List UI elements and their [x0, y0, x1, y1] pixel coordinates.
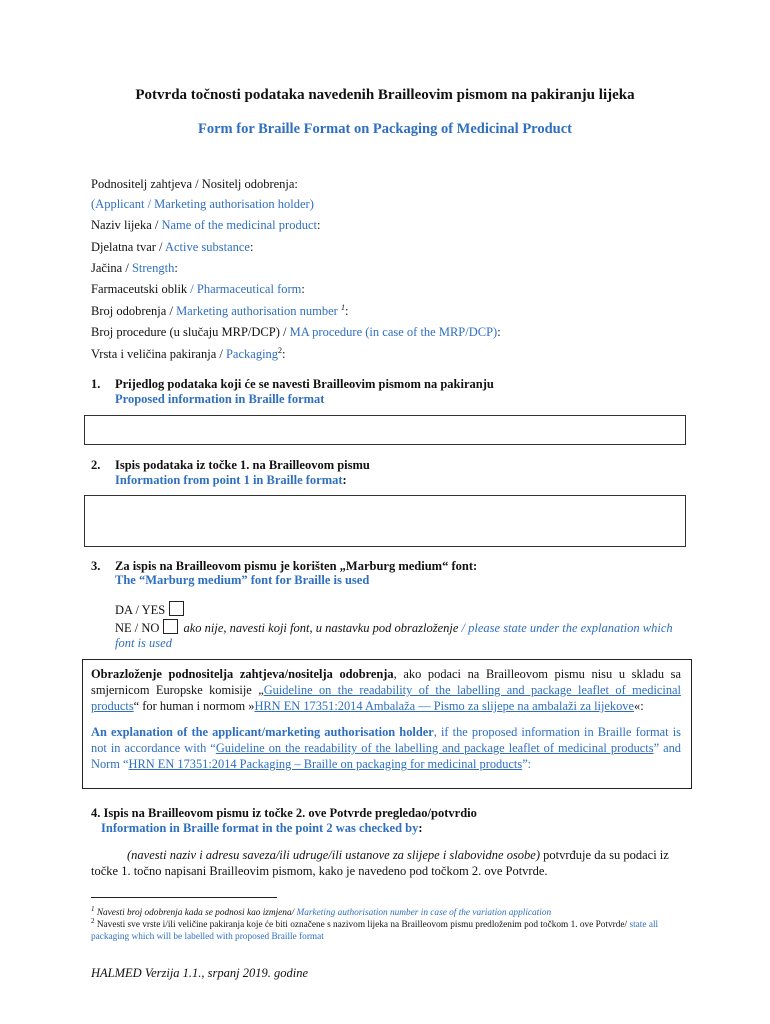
field-label-hr: Broj procedure (u slučaju MRP/DCP) / — [91, 325, 290, 339]
explanation-hr — [91, 666, 681, 714]
explanation-en-text: ”: — [522, 757, 532, 771]
braille-proposal-input[interactable] — [84, 415, 686, 445]
field-medicinal-product — [91, 218, 320, 233]
explanation-en-text: ” and Norm “ — [91, 741, 681, 771]
field-colon: : — [249, 240, 254, 254]
section-colon: : — [342, 473, 347, 487]
section-4-body-italic: (navesti naziv i adresu saveza/ili udruge/ili ustanove za slijepe i slabovidne osobe) — [127, 848, 541, 862]
section-title-hr: Prijedlog podataka koji će se navesti Brailleovim pismom na pakiranju — [115, 377, 494, 391]
footnote-number: 1 — [91, 905, 95, 913]
field-label-hr: Farmaceutski oblik — [91, 282, 191, 296]
explanation-hr-text: «: — [634, 699, 644, 713]
no-instruction-en: / please state under the explanation which font is used — [115, 621, 673, 650]
norm-link-en[interactable]: HRN EN 17351:2014 Packaging – Braille on packaging for medicinal products — [128, 757, 523, 771]
guideline-link-en[interactable]: Guideline on the readability of the labelling and package leaflet of medicinal products — [215, 741, 654, 755]
field-label-en: Marketing authorisation number — [176, 304, 341, 319]
footnote-text-hr: Navesti broj odobrenja kada se podnosi kao izmjena/ — [94, 908, 297, 919]
section-2-heading — [91, 458, 370, 473]
section-colon: : — [418, 821, 423, 835]
document-footer: HALMED Verzija 1.1., srpanj 2019. godine — [91, 966, 309, 980]
section-1-heading — [91, 377, 494, 392]
field-applicant-label: Podnositelj zahtjeva / Nositelj odobrenja: — [91, 177, 298, 191]
section-number: 2. — [91, 458, 101, 472]
field-authorisation-number — [91, 303, 348, 319]
explanation-en — [91, 724, 681, 772]
field-applicant-label-en: (Applicant / Marketing authorisation holder) — [91, 197, 314, 211]
field-label-en: / Pharmaceutical form — [190, 282, 302, 296]
document-title: Potvrda točnosti podataka navedenih Brailleovim pismom na pakiranju lijeka — [135, 87, 635, 103]
footnote-ref-2: 2 — [278, 346, 283, 355]
section-title-hr: Ispis podataka iz točke 1. na Brailleovom pismu — [115, 458, 370, 472]
field-active-substance — [91, 240, 253, 255]
explanation-hr-text: , ako podaci na Brailleovom pismu nisu u skladu sa smjernicom Europske komisije „ — [91, 667, 681, 697]
section-4-body — [91, 847, 685, 879]
section-4-body-text: potvrđuje da su podaci iz točke 1. točno napisani Brailleovim pismom, kako je navedeno pod točkom 2. ove Potvrde. — [91, 848, 669, 878]
footnote-text-en: Marketing authorisation number in case of the variation application — [296, 908, 552, 919]
braille-print-input[interactable] — [84, 495, 686, 547]
field-label-hr: Broj odobrenja / — [91, 304, 177, 319]
footnote-text-en: state all packaging which will be labelled with proposed Braille format — [91, 920, 659, 943]
section-3-heading — [91, 559, 477, 574]
footnote-divider — [91, 897, 277, 898]
footnote-number: 2 — [91, 917, 95, 925]
yes-option — [115, 601, 184, 618]
field-procedure-number — [91, 325, 501, 340]
field-label-hr: Jačina / — [91, 261, 132, 275]
field-label-en: Name of the medicinal product — [161, 218, 317, 232]
field-colon: : — [497, 325, 501, 339]
guideline-link-hr[interactable]: Guideline on the readability of the labelling and package leaflet of medicinal products — [91, 683, 681, 713]
explanation-en-heading: An explanation of the applicant/marketing authorisation holder — [91, 725, 434, 739]
section-4-heading: 4. Ispis na Brailleovom pismu iz točke 2. ove Potvrde pregledao/potvrdio — [91, 806, 477, 820]
footnote-2 — [91, 915, 685, 943]
field-colon: : — [316, 218, 321, 232]
explanation-box[interactable] — [82, 659, 692, 789]
field-pharmaceutical-form — [91, 282, 305, 297]
section-title-hr: Za ispis na Brailleovom pismu je korišten „Marburg medium“ font: — [115, 559, 478, 573]
field-colon: : — [174, 261, 178, 275]
field-label-en: Active substance — [164, 240, 250, 254]
section-2-subheading — [115, 473, 347, 488]
field-packaging — [91, 346, 286, 362]
section-4-subheading — [101, 821, 423, 836]
section-number: 1. — [91, 377, 101, 391]
explanation-hr-heading: Obrazloženje podnositelja zahtjeva/nositelja odobrenja — [91, 667, 394, 681]
section-title-en: Information from point 1 in Braille format — [115, 473, 343, 487]
field-colon: : — [301, 282, 305, 296]
explanation-en-text: , if the proposed information in Braille format is not in accordance with “ — [91, 725, 682, 755]
field-label-en: MA procedure (in case of the MRP/DCP) — [289, 325, 498, 339]
section-number: 3. — [91, 559, 101, 573]
no-instruction-hr: ako nije, navesti koji font, u nastavku pod obrazloženje — [183, 621, 459, 635]
field-label-en: Strength — [131, 261, 175, 275]
field-strength — [91, 261, 178, 276]
field-colon: : — [344, 304, 349, 319]
no-checkbox[interactable] — [163, 619, 178, 634]
section-3-subheading: The “Marburg medium” font for Braille is used — [115, 573, 370, 587]
field-label-hr: Djelatna tvar / — [91, 240, 165, 254]
no-label: NE / NO — [115, 621, 160, 635]
field-colon: : — [282, 347, 286, 362]
no-option — [115, 619, 685, 651]
footnote-ref-1: 1 — [340, 303, 345, 312]
explanation-hr-text: “ for human i normom » — [133, 699, 255, 713]
section-1-subheading: Proposed information in Braille format — [115, 392, 325, 406]
field-label-hr: Vrsta i veličina pakiranja / — [91, 347, 226, 362]
norm-link-hr[interactable]: HRN EN 17351:2014 Ambalaža — Pismo za slijepe na ambalaži za lijekove — [254, 699, 635, 713]
section-title-en: Information in Braille format in the point 2 was checked by — [101, 821, 419, 835]
yes-label: DA / YES — [115, 603, 166, 617]
field-label-hr: Naziv lijeka / — [91, 218, 162, 232]
yes-checkbox[interactable] — [169, 601, 184, 616]
footnote-text-hr: Navesti sve vrste i/ili veličine pakiranja koje će biti označene s nazivom lijeka na Brailleovom pismu predloženim pod točkom 1. ove Potvrde/ — [94, 920, 630, 931]
field-label-en: Packaging — [225, 347, 279, 362]
document-subtitle: Form for Braille Format on Packaging of Medicinal Product — [198, 121, 572, 137]
